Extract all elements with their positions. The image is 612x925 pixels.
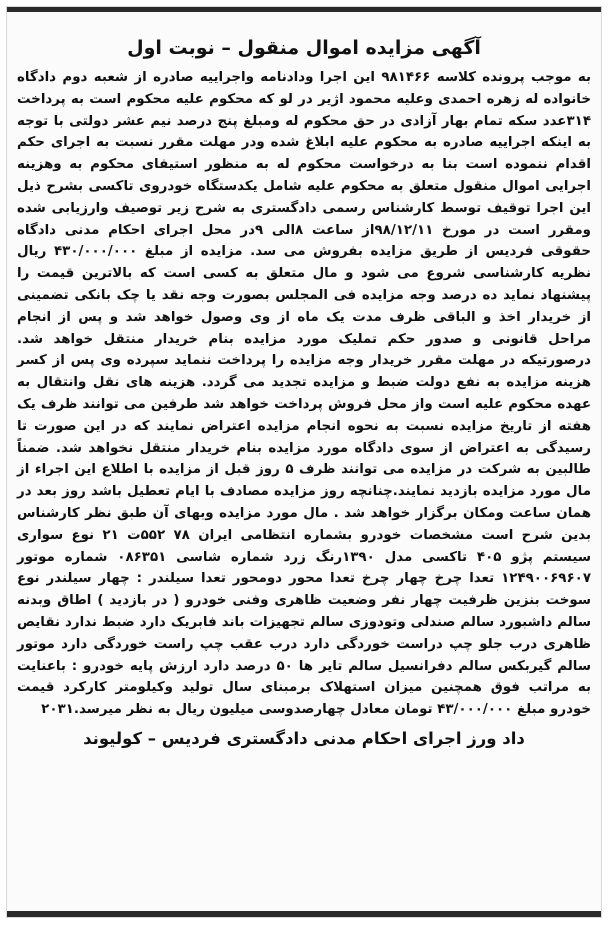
notice-body: به موجب پرونده کلاسه ۹۸۱۴۶۶ این اجرا ودادنامه واجراییه صادره از شعبه دوم دادگاه خانواده له زهره احمدی وعلیه محمود اژیر در لو که محکوم علیه محکوم است به پرداخت ۳۱۴عدد سکه تمام بهار آزادی در حق محکوم له ومبلغ پنج درصد نیم عشر دولتی با توجه به اینکه اجراییه صادره به محکوم علیه ابلاغ شده ودر مهلت مقرر نسبت به اجرای حکم اقدام ننموده است بنا به درخواست محکوم له به منظور استیفای محکوم به وهزینه اجرایی اموال منقول متعلق به محکوم علیه شامل یکدستگاه خودروی تاکسی بشرح ذیل این اجرا توقیف توسط کارشناس رسمی دادگستری به شرح زیر توصیف وارزیابی شده ومقرر است در مورخ ۹۸/۱۲/۱۱از ساعت ۸الی ۹در محل اجرای احکام مدنی دادگاه حقوقی فردیس از طریق مزایده بفروش می سد. مزایده از مبلغ ۴۳۰/۰۰۰/۰۰۰ ریال نظریه کارشناسی شروع می شود و مال متعلق به کسی است که بالاترین قیمت را پیشنهاد نماید ده درصد وجه مزایده فی المجلس بصورت وجه نقد یا چک بانکی تضمینی از خریدار اخذ و الباقی ظرف مدت یک ماه از وی وصول خواهد شد و پس از انجام مراحل قانونی و صدور حکم تملیک مورد مزایده بنام خریدار منتقل خواهد شد. درصورتیکه در مهلت مقرر خریدار وجه مزایده را پرداخت ننماید سپرده وی پس از کسر هزینه مزایده به نفع دولت ضبط و مزایده تجدید می گردد. هزینه های نقل وانتقال به عهده محکوم علیه است واز محل فروش پرداخت خواهد شد طرفین می توانند ظرف یک هفته از تاریخ مزایده نسبت به نحوه انجام مزایده اعتراض نمایند که در این صورت تا رسیدگی به اعتراض از سوی دادگاه مورد مزایده بنام خریدار منتقل نخواهد شد. ضمناً طالبین به شرکت در مزایده می توانند ظرف ۵ روز قبل از مزایده با اطلاع این اجراء از مال مورد مزایده بازدید نمایند.چنانچه روز مزایده مصادف با ایام تعطیل باشد روز بعد در همان ساعت ومکان برگزار خواهد شد . مال مورد مزایده وبهای آن طبق نظر کارشناس بدین شرح است مشخصات خودرو بشماره انتظامی ایران ۷۸ ۵۵۲ت ۲۱ نوع سواری سیستم پژو ۴۰۵ تاکسی مدل ۱۳۹۰رنگ زرد شماره شاسی ۰۸۶۳۵۱ شماره موتور ۱۲۴۹۰۰۶۹۶۰۷ تعدا چرخ چهار چرخ تعدا محور دومحور تعدا سیلندر : چهار سیلندر نوع سوخت بنزین ظرفیت چهار نفر وضعیت ظاهری وفنی خودرو ( در بازدید ) اطاق وبدنه سالم داشبورد سالم صندلی وتودوزی سالم تجهیزات باند فابریک دارد ضبط ندارد نقایص ظاهری درب جلو چپ دراست خوردگی دارد درب عقب چپ راست خوردگی دارد موتور سالم گیربکس سالم دفرانسیل سالم تایر ها ۵۰ درصد دارد ارزش پایه خودرو : باعنایت به مراتب فوق همچنین میزان استهلاک برمبنای سال تولید وکیلومتر کارکرد قیمت خودرو مبلغ ۴۳/۰۰۰/۰۰۰ تومان معادل چهارصدوسی میلیون ریال به نظر میرسد.۲۰۳۱	[17, 70, 592, 718]
notice-title: آگهی مزایده اموال منقول – نوبت اول	[127, 37, 481, 59]
top-border-rule	[7, 7, 601, 12]
newspaper-clipping	[6, 6, 602, 918]
bottom-border-rule	[7, 911, 601, 917]
auction-notice	[17, 35, 591, 751]
notice-signature: داد ورز اجرای احکام مدنی دادگستری فردیس – کولیوند	[83, 728, 525, 748]
